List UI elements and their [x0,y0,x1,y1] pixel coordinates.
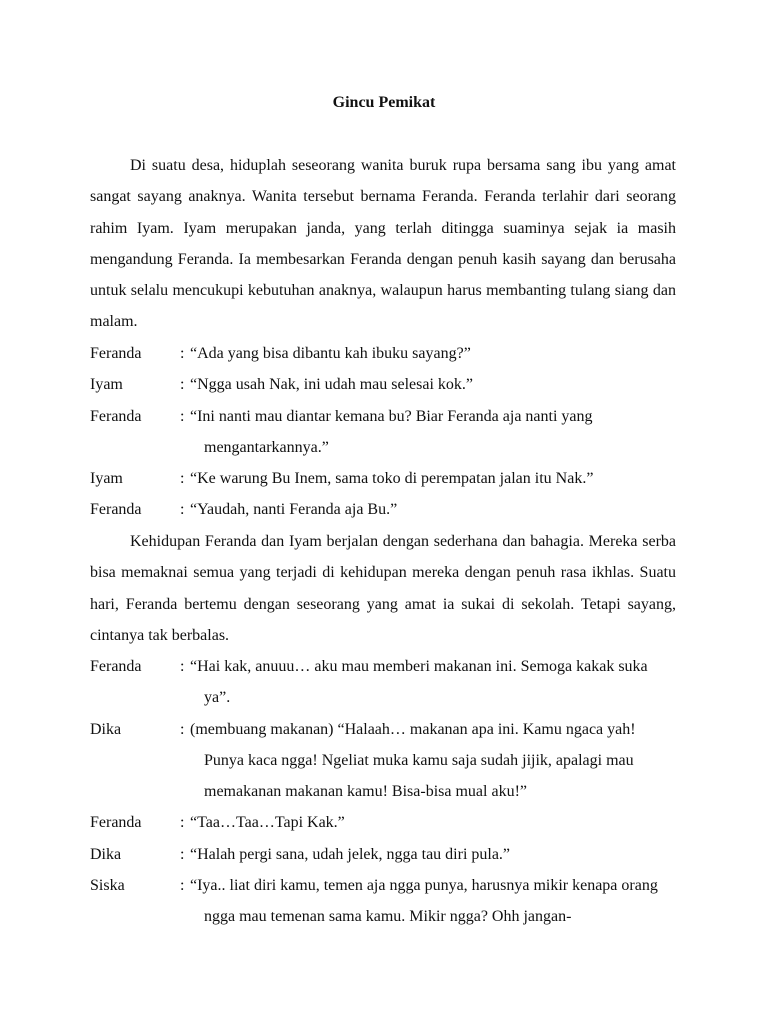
dialogue-block-2 [90,651,676,933]
speaker-name: Feranda [90,407,142,425]
speaker-colon: : [180,376,185,394]
dialogue-line [90,870,676,933]
dialogue-line [90,401,676,464]
dialogue-line [90,338,676,369]
speaker-colon: : [180,877,185,895]
speaker-name: Dika [90,845,122,863]
speech-text: “Ngga usah Nak, ini udah mau selesai kok.” [190,376,474,394]
document-title: Gincu Pemikat [332,94,436,111]
dialogue-line [90,494,676,525]
speaker-name: Iyam [90,470,123,488]
dialogue-line [90,839,676,870]
speaker-name: Feranda [90,501,142,519]
speech-text: (membuang makanan) “Halaah… makanan apa ini. Kamu ngaca yah! Punya kaca ngga! Ngeliat muka kamu saja sudah jijik, apalagi mau memakanan makanan kamu! Bisa-bisa mual aku!” [190,720,636,801]
speech-text: “Taa…Taa…Tapi Kak.” [190,814,345,832]
speaker-name: Iyam [90,376,123,394]
speech-text: “Ini nanti mau diantar kemana bu? Biar Feranda aja nanti yang mengantarkannya.” [190,407,593,456]
dialogue-block-1 [90,338,676,526]
dialogue-line [90,463,676,494]
speech-text: “Iya.. liat diri kamu, temen aja ngga punya, harusnya mikir kenapa orang ngga mau temenan sama kamu. Mikir ngga? Ohh jangan- [190,877,658,926]
speaker-name: Feranda [90,658,142,675]
dialogue-line [90,651,676,714]
speaker-colon: : [180,720,185,738]
dialogue-line [90,369,676,400]
speaker-name: Feranda [90,345,142,362]
speaker-colon: : [180,501,185,519]
speaker-name: Dika [90,720,122,738]
speaker-colon: : [180,470,185,488]
speaker-colon: : [180,845,185,863]
speaker-colon: : [180,407,185,425]
speech-text: “Hai kak, anuuu… aku mau memberi makanan ini. Semoga kakak suka ya”. [190,658,648,707]
speech-text: “Halah pergi sana, udah jelek, ngga tau diri pula.” [190,845,511,863]
speaker-name: Feranda [90,814,142,832]
speaker-colon: : [180,345,185,362]
paragraph-narration: Kehidupan Feranda dan Iyam berjalan dengan sederhana dan bahagia. Mereka serba bisa memaknai semua yang terjadi di kehidupan mereka dengan penuh rasa ikhlas. Suatu hari, Feranda bertemu dengan seseorang yang amat ia sukai di sekolah. Tetapi sayang, cintanya tak berbalas. [90,533,676,644]
dialogue-line [90,807,676,838]
dialogue-line [90,714,676,808]
speaker-name: Siska [90,877,125,895]
speech-text: “Yaudah, nanti Feranda aja Bu.” [190,501,398,519]
speaker-colon: : [180,814,185,832]
speech-text: “Ke warung Bu Inem, sama toko di perempatan jalan itu Nak.” [190,470,594,488]
paragraph-intro: Di suatu desa, hiduplah seseorang wanita buruk rupa bersama sang ibu yang amat sangat sayang anaknya. Wanita tersebut bernama Feranda. Feranda terlahir dari seorang rahim Iyam. Iyam merupakan janda, yang terlah ditingga suaminya sejak ia masih mengandung Feranda. Ia membesarkan Feranda dengan penuh kasih sayang dan berusaha untuk selalu mencukupi kebutuhan anaknya, walaupun harus membanting tulang siang dan malam. [90,157,676,331]
speaker-colon: : [180,658,185,675]
speech-text: “Ada yang bisa dibantu kah ibuku sayang?” [190,345,471,362]
